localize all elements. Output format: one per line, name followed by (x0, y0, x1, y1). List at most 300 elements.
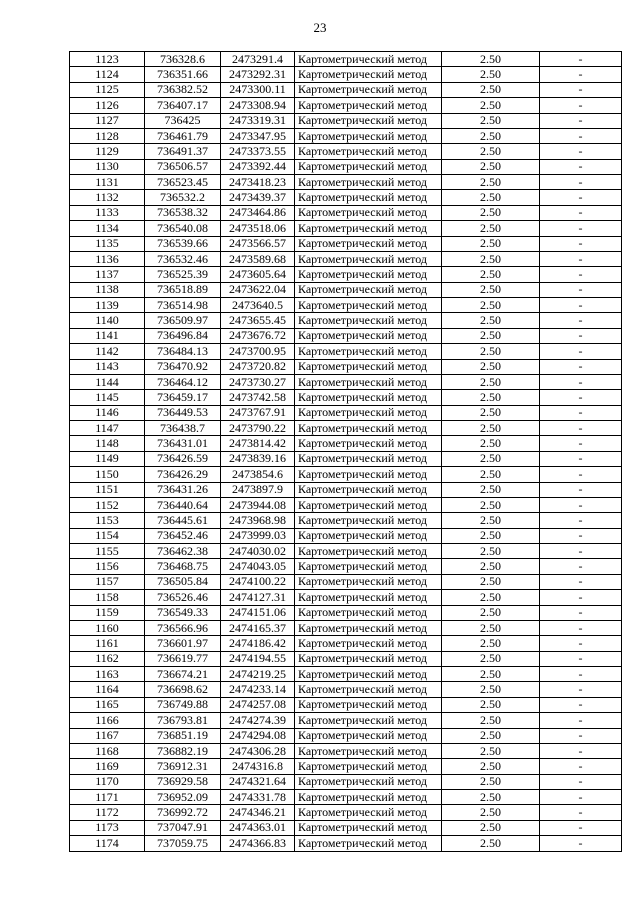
point-number-cell: 1154 (70, 528, 145, 543)
note-cell: - (540, 805, 622, 820)
y-coordinate-cell: 2473292.31 (221, 67, 295, 82)
x-coordinate-cell: 736540.08 (145, 221, 221, 236)
method-cell: Картометрический метод (295, 497, 442, 512)
method-cell: Картометрический метод (295, 651, 442, 666)
point-number-cell: 1168 (70, 743, 145, 758)
accuracy-cell: 2.50 (442, 359, 540, 374)
table-row (70, 328, 622, 343)
accuracy-cell: 2.50 (442, 620, 540, 635)
accuracy-cell: 2.50 (442, 451, 540, 466)
method-cell: Картометрический метод (295, 759, 442, 774)
method-cell: Картометрический метод (295, 528, 442, 543)
x-coordinate-cell: 736749.88 (145, 697, 221, 712)
table-row (70, 544, 622, 559)
note-cell: - (540, 236, 622, 251)
point-number-cell: 1145 (70, 390, 145, 405)
table-row (70, 713, 622, 728)
y-coordinate-cell: 2473720.82 (221, 359, 295, 374)
x-coordinate-cell: 736407.17 (145, 98, 221, 113)
x-coordinate-cell: 736449.53 (145, 405, 221, 420)
x-coordinate-cell: 736992.72 (145, 805, 221, 820)
y-coordinate-cell: 2473730.27 (221, 374, 295, 389)
table-row (70, 221, 622, 236)
method-cell: Картометрический метод (295, 190, 442, 205)
accuracy-cell: 2.50 (442, 836, 540, 851)
accuracy-cell: 2.50 (442, 221, 540, 236)
note-cell: - (540, 682, 622, 697)
accuracy-cell: 2.50 (442, 205, 540, 220)
x-coordinate-cell: 736496.84 (145, 328, 221, 343)
x-coordinate-cell: 736328.6 (145, 52, 221, 67)
y-coordinate-cell: 2473814.42 (221, 436, 295, 451)
table-row (70, 620, 622, 635)
x-coordinate-cell: 736484.13 (145, 344, 221, 359)
method-cell: Картометрический метод (295, 282, 442, 297)
x-coordinate-cell: 736851.19 (145, 728, 221, 743)
method-cell: Картометрический метод (295, 451, 442, 466)
table-row (70, 359, 622, 374)
table-row (70, 405, 622, 420)
y-coordinate-cell: 2473566.57 (221, 236, 295, 251)
point-number-cell: 1165 (70, 697, 145, 712)
note-cell: - (540, 697, 622, 712)
accuracy-cell: 2.50 (442, 774, 540, 789)
method-cell: Картометрический метод (295, 544, 442, 559)
y-coordinate-cell: 2473790.22 (221, 421, 295, 436)
y-coordinate-cell: 2473897.9 (221, 482, 295, 497)
y-coordinate-cell: 2474257.08 (221, 697, 295, 712)
table-row (70, 421, 622, 436)
note-cell: - (540, 144, 622, 159)
point-number-cell: 1159 (70, 605, 145, 620)
note-cell: - (540, 605, 622, 620)
y-coordinate-cell: 2474186.42 (221, 636, 295, 651)
note-cell: - (540, 390, 622, 405)
accuracy-cell: 2.50 (442, 790, 540, 805)
table-row (70, 82, 622, 97)
method-cell: Картометрический метод (295, 697, 442, 712)
table-row (70, 159, 622, 174)
y-coordinate-cell: 2473291.4 (221, 52, 295, 67)
x-coordinate-cell: 736452.46 (145, 528, 221, 543)
point-number-cell: 1136 (70, 251, 145, 266)
y-coordinate-cell: 2474165.37 (221, 620, 295, 635)
method-cell: Картометрический метод (295, 559, 442, 574)
x-coordinate-cell: 736514.98 (145, 298, 221, 313)
table-row (70, 651, 622, 666)
method-cell: Картометрический метод (295, 421, 442, 436)
table-row (70, 52, 622, 67)
method-cell: Картометрический метод (295, 436, 442, 451)
table-row (70, 467, 622, 482)
y-coordinate-cell: 2474331.78 (221, 790, 295, 805)
method-cell: Картометрический метод (295, 221, 442, 236)
y-coordinate-cell: 2473655.45 (221, 313, 295, 328)
y-coordinate-cell: 2473439.37 (221, 190, 295, 205)
accuracy-cell: 2.50 (442, 328, 540, 343)
method-cell: Картометрический метод (295, 820, 442, 835)
method-cell: Картометрический метод (295, 359, 442, 374)
note-cell: - (540, 836, 622, 851)
method-cell: Картометрический метод (295, 774, 442, 789)
method-cell: Картометрический метод (295, 344, 442, 359)
note-cell: - (540, 590, 622, 605)
accuracy-cell: 2.50 (442, 344, 540, 359)
point-number-cell: 1160 (70, 620, 145, 635)
y-coordinate-cell: 2473373.55 (221, 144, 295, 159)
accuracy-cell: 2.50 (442, 67, 540, 82)
table-row (70, 374, 622, 389)
accuracy-cell: 2.50 (442, 513, 540, 528)
point-number-cell: 1162 (70, 651, 145, 666)
y-coordinate-cell: 2474346.21 (221, 805, 295, 820)
accuracy-cell: 2.50 (442, 159, 540, 174)
table-row (70, 636, 622, 651)
accuracy-cell: 2.50 (442, 528, 540, 543)
y-coordinate-cell: 2474274.39 (221, 713, 295, 728)
method-cell: Картометрический метод (295, 513, 442, 528)
accuracy-cell: 2.50 (442, 390, 540, 405)
coordinates-table (69, 51, 622, 852)
x-coordinate-cell: 736532.46 (145, 251, 221, 266)
note-cell: - (540, 175, 622, 190)
note-cell: - (540, 620, 622, 635)
x-coordinate-cell: 736470.92 (145, 359, 221, 374)
note-cell: - (540, 344, 622, 359)
y-coordinate-cell: 2473767.91 (221, 405, 295, 420)
method-cell: Картометрический метод (295, 267, 442, 282)
y-coordinate-cell: 2473308.94 (221, 98, 295, 113)
point-number-cell: 1148 (70, 436, 145, 451)
x-coordinate-cell: 736431.01 (145, 436, 221, 451)
method-cell: Картометрический метод (295, 67, 442, 82)
page-number: 23 (313, 20, 327, 35)
method-cell: Картометрический метод (295, 390, 442, 405)
table-row (70, 667, 622, 682)
x-coordinate-cell: 736674.21 (145, 667, 221, 682)
x-coordinate-cell: 736793.81 (145, 713, 221, 728)
table-row (70, 128, 622, 143)
note-cell: - (540, 820, 622, 835)
x-coordinate-cell: 736882.19 (145, 743, 221, 758)
point-number-cell: 1170 (70, 774, 145, 789)
method-cell: Картометрический метод (295, 113, 442, 128)
y-coordinate-cell: 2474127.31 (221, 590, 295, 605)
accuracy-cell: 2.50 (442, 421, 540, 436)
y-coordinate-cell: 2474100.22 (221, 574, 295, 589)
note-cell: - (540, 482, 622, 497)
note-cell: - (540, 667, 622, 682)
method-cell: Картометрический метод (295, 405, 442, 420)
method-cell: Картометрический метод (295, 175, 442, 190)
table-row (70, 774, 622, 789)
accuracy-cell: 2.50 (442, 144, 540, 159)
note-cell: - (540, 405, 622, 420)
table-row (70, 390, 622, 405)
point-number-cell: 1131 (70, 175, 145, 190)
accuracy-cell: 2.50 (442, 298, 540, 313)
note-cell: - (540, 267, 622, 282)
point-number-cell: 1139 (70, 298, 145, 313)
accuracy-cell: 2.50 (442, 651, 540, 666)
y-coordinate-cell: 2474030.02 (221, 544, 295, 559)
y-coordinate-cell: 2474306.28 (221, 743, 295, 758)
y-coordinate-cell: 2473300.11 (221, 82, 295, 97)
x-coordinate-cell: 736619.77 (145, 651, 221, 666)
method-cell: Картометрический метод (295, 482, 442, 497)
y-coordinate-cell: 2474294.08 (221, 728, 295, 743)
point-number-cell: 1133 (70, 205, 145, 220)
note-cell: - (540, 251, 622, 266)
accuracy-cell: 2.50 (442, 697, 540, 712)
method-cell: Картометрический метод (295, 128, 442, 143)
point-number-cell: 1146 (70, 405, 145, 420)
accuracy-cell: 2.50 (442, 82, 540, 97)
y-coordinate-cell: 2473418.23 (221, 175, 295, 190)
note-cell: - (540, 159, 622, 174)
method-cell: Картометрический метод (295, 743, 442, 758)
note-cell: - (540, 759, 622, 774)
point-number-cell: 1149 (70, 451, 145, 466)
point-number-cell: 1156 (70, 559, 145, 574)
x-coordinate-cell: 737059.75 (145, 836, 221, 851)
point-number-cell: 1151 (70, 482, 145, 497)
table-row (70, 190, 622, 205)
note-cell: - (540, 467, 622, 482)
x-coordinate-cell: 736425 (145, 113, 221, 128)
accuracy-cell: 2.50 (442, 128, 540, 143)
y-coordinate-cell: 2473944.08 (221, 497, 295, 512)
table-row (70, 759, 622, 774)
accuracy-cell: 2.50 (442, 574, 540, 589)
accuracy-cell: 2.50 (442, 405, 540, 420)
point-number-cell: 1173 (70, 820, 145, 835)
note-cell: - (540, 651, 622, 666)
method-cell: Картометрический метод (295, 205, 442, 220)
table-row (70, 267, 622, 282)
x-coordinate-cell: 736532.2 (145, 190, 221, 205)
table-row (70, 313, 622, 328)
table-row (70, 344, 622, 359)
y-coordinate-cell: 2473605.64 (221, 267, 295, 282)
x-coordinate-cell: 736431.26 (145, 482, 221, 497)
point-number-cell: 1134 (70, 221, 145, 236)
x-coordinate-cell: 736929.58 (145, 774, 221, 789)
y-coordinate-cell: 2474151.06 (221, 605, 295, 620)
accuracy-cell: 2.50 (442, 236, 540, 251)
y-coordinate-cell: 2473347.95 (221, 128, 295, 143)
method-cell: Картометрический метод (295, 667, 442, 682)
accuracy-cell: 2.50 (442, 544, 540, 559)
x-coordinate-cell: 736491.37 (145, 144, 221, 159)
point-number-cell: 1142 (70, 344, 145, 359)
point-number-cell: 1143 (70, 359, 145, 374)
x-coordinate-cell: 736351.66 (145, 67, 221, 82)
table-row (70, 298, 622, 313)
table-row (70, 451, 622, 466)
point-number-cell: 1158 (70, 590, 145, 605)
table-row (70, 436, 622, 451)
point-number-cell: 1137 (70, 267, 145, 282)
y-coordinate-cell: 2473589.68 (221, 251, 295, 266)
table-row (70, 743, 622, 758)
accuracy-cell: 2.50 (442, 267, 540, 282)
accuracy-cell: 2.50 (442, 497, 540, 512)
accuracy-cell: 2.50 (442, 482, 540, 497)
accuracy-cell: 2.50 (442, 313, 540, 328)
point-number-cell: 1129 (70, 144, 145, 159)
x-coordinate-cell: 736382.52 (145, 82, 221, 97)
accuracy-cell: 2.50 (442, 251, 540, 266)
accuracy-cell: 2.50 (442, 190, 540, 205)
table-row (70, 574, 622, 589)
note-cell: - (540, 113, 622, 128)
y-coordinate-cell: 2473464.86 (221, 205, 295, 220)
method-cell: Картометрический метод (295, 144, 442, 159)
method-cell: Картометрический метод (295, 636, 442, 651)
note-cell: - (540, 67, 622, 82)
point-number-cell: 1128 (70, 128, 145, 143)
note-cell: - (540, 221, 622, 236)
accuracy-cell: 2.50 (442, 605, 540, 620)
point-number-cell: 1155 (70, 544, 145, 559)
note-cell: - (540, 359, 622, 374)
method-cell: Картометрический метод (295, 98, 442, 113)
accuracy-cell: 2.50 (442, 713, 540, 728)
table-row (70, 98, 622, 113)
accuracy-cell: 2.50 (442, 820, 540, 835)
table-row (70, 497, 622, 512)
accuracy-cell: 2.50 (442, 682, 540, 697)
note-cell: - (540, 528, 622, 543)
x-coordinate-cell: 736912.31 (145, 759, 221, 774)
method-cell: Картометрический метод (295, 52, 442, 67)
table-row (70, 805, 622, 820)
point-number-cell: 1123 (70, 52, 145, 67)
y-coordinate-cell: 2473742.58 (221, 390, 295, 405)
x-coordinate-cell: 736509.97 (145, 313, 221, 328)
point-number-cell: 1127 (70, 113, 145, 128)
note-cell: - (540, 313, 622, 328)
note-cell: - (540, 559, 622, 574)
method-cell: Картометрический метод (295, 236, 442, 251)
y-coordinate-cell: 2474363.01 (221, 820, 295, 835)
y-coordinate-cell: 2474316.8 (221, 759, 295, 774)
method-cell: Картометрический метод (295, 605, 442, 620)
x-coordinate-cell: 736538.32 (145, 205, 221, 220)
y-coordinate-cell: 2473676.72 (221, 328, 295, 343)
table-row (70, 590, 622, 605)
x-coordinate-cell: 736440.64 (145, 497, 221, 512)
method-cell: Картометрический метод (295, 713, 442, 728)
x-coordinate-cell: 736526.46 (145, 590, 221, 605)
accuracy-cell: 2.50 (442, 175, 540, 190)
note-cell: - (540, 513, 622, 528)
point-number-cell: 1164 (70, 682, 145, 697)
accuracy-cell: 2.50 (442, 559, 540, 574)
point-number-cell: 1132 (70, 190, 145, 205)
x-coordinate-cell: 736506.57 (145, 159, 221, 174)
accuracy-cell: 2.50 (442, 728, 540, 743)
note-cell: - (540, 574, 622, 589)
y-coordinate-cell: 2474321.64 (221, 774, 295, 789)
accuracy-cell: 2.50 (442, 436, 540, 451)
note-cell: - (540, 282, 622, 297)
method-cell: Картометрический метод (295, 574, 442, 589)
note-cell: - (540, 82, 622, 97)
y-coordinate-cell: 2473518.06 (221, 221, 295, 236)
table-row (70, 697, 622, 712)
table-row (70, 144, 622, 159)
table-row (70, 682, 622, 697)
note-cell: - (540, 128, 622, 143)
method-cell: Картометрический метод (295, 159, 442, 174)
note-cell: - (540, 298, 622, 313)
table-row (70, 175, 622, 190)
x-coordinate-cell: 736462.38 (145, 544, 221, 559)
point-number-cell: 1141 (70, 328, 145, 343)
point-number-cell: 1167 (70, 728, 145, 743)
x-coordinate-cell: 736523.45 (145, 175, 221, 190)
table-row (70, 728, 622, 743)
point-number-cell: 1166 (70, 713, 145, 728)
table-row (70, 67, 622, 82)
y-coordinate-cell: 2473319.31 (221, 113, 295, 128)
point-number-cell: 1152 (70, 497, 145, 512)
table-row (70, 528, 622, 543)
note-cell: - (540, 774, 622, 789)
method-cell: Картометрический метод (295, 682, 442, 697)
note-cell: - (540, 497, 622, 512)
point-number-cell: 1172 (70, 805, 145, 820)
point-number-cell: 1124 (70, 67, 145, 82)
accuracy-cell: 2.50 (442, 590, 540, 605)
method-cell: Картометрический метод (295, 374, 442, 389)
y-coordinate-cell: 2473622.04 (221, 282, 295, 297)
table-row (70, 790, 622, 805)
method-cell: Картометрический метод (295, 590, 442, 605)
note-cell: - (540, 98, 622, 113)
point-number-cell: 1147 (70, 421, 145, 436)
point-number-cell: 1126 (70, 98, 145, 113)
table-row (70, 236, 622, 251)
y-coordinate-cell: 2474043.05 (221, 559, 295, 574)
y-coordinate-cell: 2474194.55 (221, 651, 295, 666)
x-coordinate-cell: 736505.84 (145, 574, 221, 589)
point-number-cell: 1153 (70, 513, 145, 528)
table-row (70, 559, 622, 574)
accuracy-cell: 2.50 (442, 98, 540, 113)
y-coordinate-cell: 2473854.6 (221, 467, 295, 482)
x-coordinate-cell: 736518.89 (145, 282, 221, 297)
x-coordinate-cell: 736459.17 (145, 390, 221, 405)
x-coordinate-cell: 736952.09 (145, 790, 221, 805)
accuracy-cell: 2.50 (442, 282, 540, 297)
table-row (70, 282, 622, 297)
x-coordinate-cell: 736445.61 (145, 513, 221, 528)
x-coordinate-cell: 736539.66 (145, 236, 221, 251)
accuracy-cell: 2.50 (442, 374, 540, 389)
table-body (70, 52, 622, 852)
point-number-cell: 1174 (70, 836, 145, 851)
table-row (70, 605, 622, 620)
note-cell: - (540, 205, 622, 220)
y-coordinate-cell: 2473392.44 (221, 159, 295, 174)
note-cell: - (540, 190, 622, 205)
point-number-cell: 1157 (70, 574, 145, 589)
note-cell: - (540, 544, 622, 559)
method-cell: Картометрический метод (295, 805, 442, 820)
